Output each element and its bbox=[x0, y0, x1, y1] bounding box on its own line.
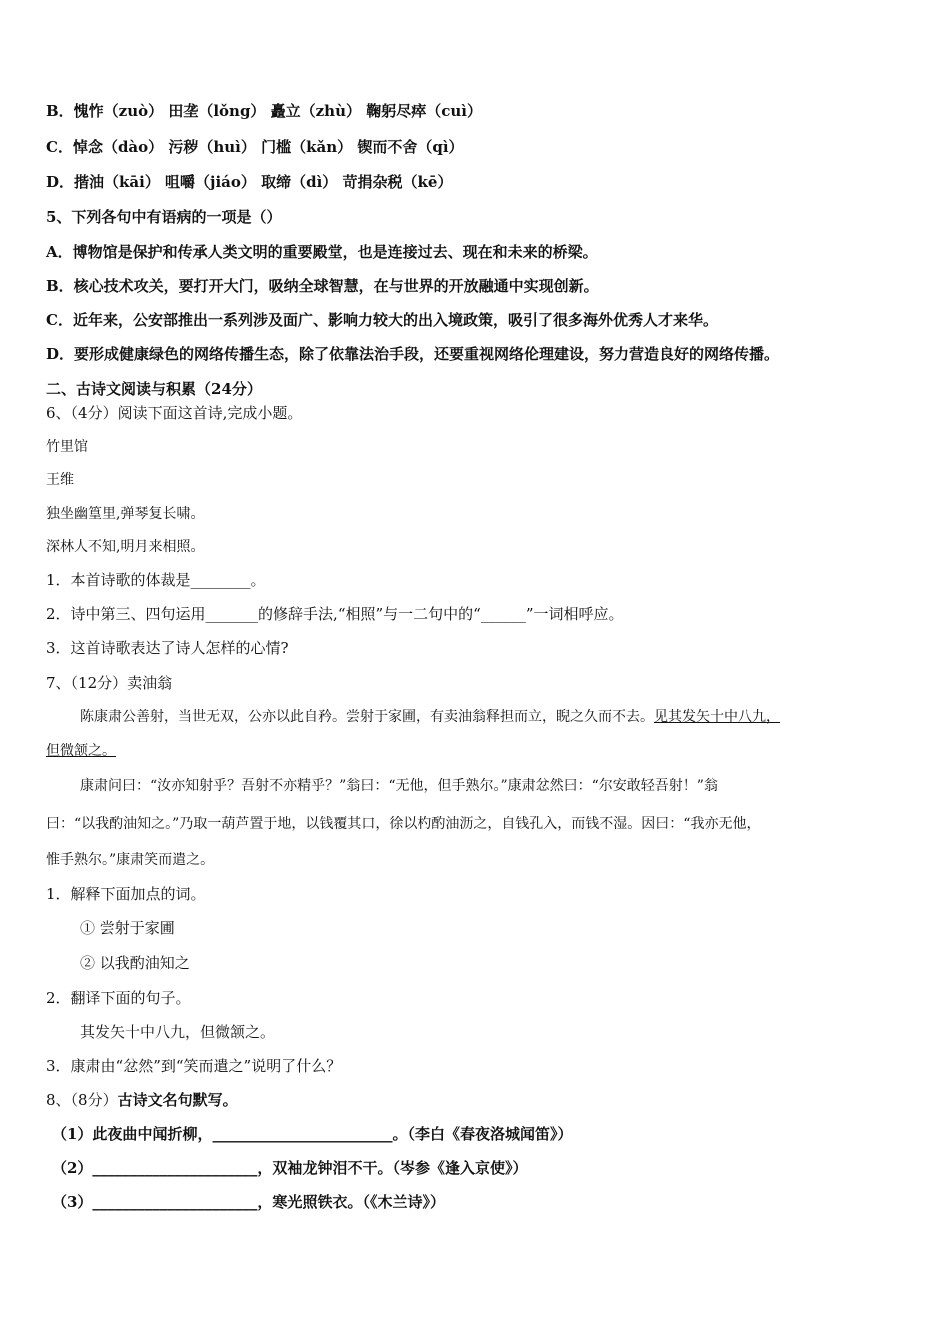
q8-item2: （2）______________________，双袖龙钟泪不干。（岑参《逢入京使》） bbox=[52, 1159, 528, 1177]
poem-title: 竹里馆 bbox=[46, 439, 88, 455]
underlined-sentence-end: 但微颔之。 bbox=[46, 743, 116, 759]
q8-item1: （1）此夜曲中闻折柳，________________________。（李白《春夜洛城闻笛》） bbox=[52, 1125, 573, 1143]
poem-line-2: 深林人不知,明月来相照。 bbox=[46, 539, 205, 555]
q8-item3: （3）______________________，寒光照铁衣。（《木兰诗》） bbox=[52, 1193, 445, 1211]
section-heading: 二、古诗文阅读与积累（24分） bbox=[46, 380, 262, 398]
q5-stem: 5、下列各句中有语病的一项是（） bbox=[46, 208, 282, 226]
q6-sub3: 3．这首诗歌表达了诗人怎样的心情? bbox=[46, 639, 289, 657]
q8-stem bbox=[46, 1090, 238, 1110]
q5-option-b: B．核心技术攻关，要打开大门，吸纳全球智慧，在与世界的开放融通中实现创新。 bbox=[46, 277, 599, 295]
q5-option-c: C．近年来，公安部推出一系列涉及面广、影响力较大的出入境政策，吸引了很多海外优秀人才来华。 bbox=[46, 311, 718, 329]
passage-line: 惟手熟尔。”康肃笑而遣之。 bbox=[46, 852, 215, 868]
passage-line: 康肃问曰：“汝亦知射乎？吾射不亦精乎？”翁曰：“无他，但手熟尔。”康肃忿然曰：“尔安敢轻吾射！”翁 bbox=[80, 778, 718, 794]
q7-sub2-sentence: 其发矢十中八九，但微颔之。 bbox=[80, 1023, 276, 1041]
q7-sub1-item1: ① 尝射于家圃 bbox=[80, 919, 175, 937]
passage-text: 陈康肃公善射，当世无双，公亦以此自矜。尝射于家圃，有卖油翁释担而立，睨之久而不去。 bbox=[80, 709, 654, 725]
q6-sub1: 1．本首诗歌的体裁是________。 bbox=[46, 571, 266, 589]
q5-option-d: D．要形成健康绿色的网络传播生态，除了依靠法治手段，还要重视网络伦理建设，努力营造良好的网络传播。 bbox=[46, 345, 780, 363]
poem-author: 王维 bbox=[46, 472, 74, 488]
q4-option-b: B．愧怍（zuò） 田垄（lǒng） 矗立（zhù） 鞠躬尽瘁（cuì） bbox=[46, 102, 482, 120]
q8-stem-bold: 古诗文名句默写。 bbox=[117, 1091, 238, 1109]
q7-sub1: 1．解释下面加点的词。 bbox=[46, 885, 206, 903]
underlined-sentence: 见其发矢十中八九， bbox=[654, 709, 780, 725]
q7-sub2: 2．翻译下面的句子。 bbox=[46, 989, 191, 1007]
poem-line-1: 独坐幽篁里,弹琴复长啸。 bbox=[46, 506, 205, 522]
q8-stem-prefix: 8、（8分） bbox=[46, 1091, 118, 1109]
q4-option-c: C．悼念（dào） 污秽（huì） 门槛（kǎn） 锲而不舍（qì） bbox=[46, 138, 464, 156]
q5-option-a: A．博物馆是保护和传承人类文明的重要殿堂，也是连接过去、现在和未来的桥梁。 bbox=[46, 243, 598, 261]
q6-sub2: 2．诗中第三、四句运用_______的修辞手法,“相照”与一二句中的“______”一词相呼应。 bbox=[46, 605, 624, 623]
q7-stem: 7、（12分）卖油翁 bbox=[46, 674, 173, 692]
q4-option-d: D．揩油（kāi） 咀嚼（jiáo） 取缔（dì） 苛捐杂税（kē） bbox=[46, 173, 453, 191]
q6-stem: 6、（4分）阅读下面这首诗,完成小题。 bbox=[46, 404, 303, 422]
q7-sub1-item2: ② 以我酌油知之 bbox=[80, 954, 190, 972]
q7-sub3: 3．康肃由“忿然”到“笑而遣之”说明了什么？ bbox=[46, 1057, 342, 1075]
passage-line bbox=[80, 707, 780, 727]
passage-line: 曰：“以我酌油知之。”乃取一葫芦置于地，以钱覆其口，徐以杓酌油沥之，自钱孔入，而钱不湿。因曰：“我亦无他， bbox=[46, 816, 761, 832]
